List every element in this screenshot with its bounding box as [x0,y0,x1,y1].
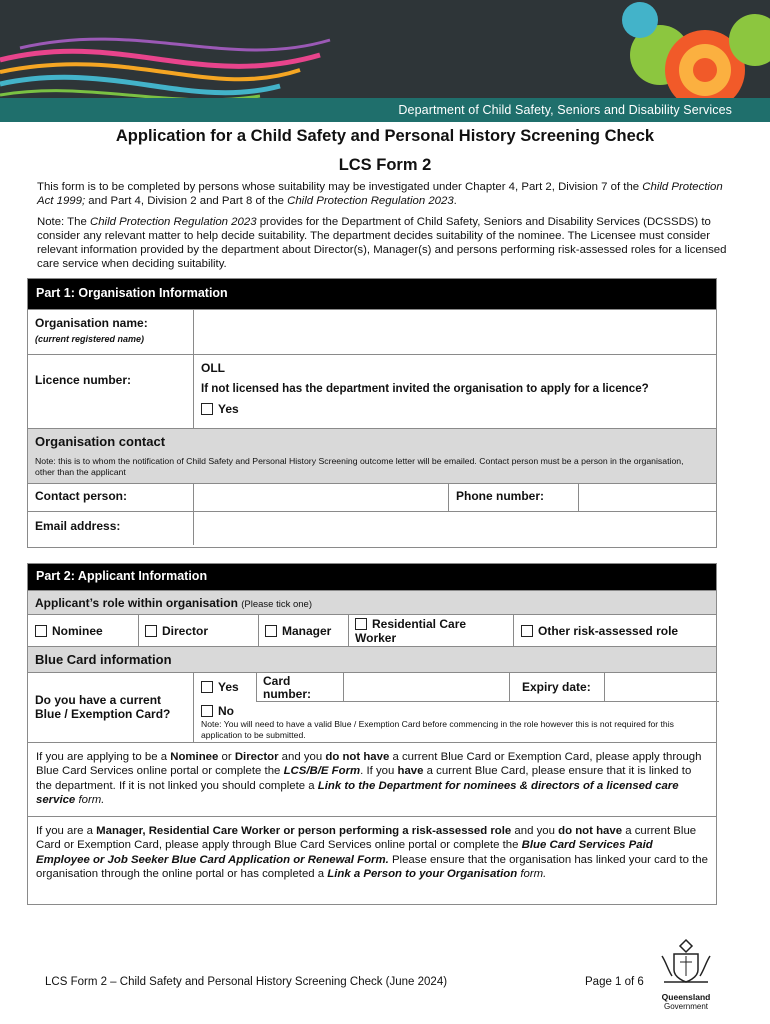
guidance-paragraph-2 [36,825,708,880]
manager-label: Manager [282,624,332,638]
header-banner [0,0,770,122]
card-number-label: Card number: [263,674,311,701]
guidance-1-segment: a current Blue Card or Exemption Card, please apply through Blue Card Services online portal or complete the [36,751,702,778]
card-no-label: No [218,704,234,718]
guidance-2-segment: form. [517,867,547,880]
card-yes-option[interactable] [201,680,239,694]
guidance-1-segment: or [218,751,235,763]
email-row [28,511,716,545]
org-name-row [28,309,716,354]
expiry-label: Expiry date: [522,680,591,694]
role-hint: (Please tick one) [241,599,313,610]
guidance-1-segment: form. [75,793,105,806]
org-name-input[interactable] [193,310,718,354]
guidance-2-segment: If you are a [36,825,97,837]
nominee-director-guidance [28,742,716,816]
director-label: Director [162,624,209,638]
card-note: Note: You will need to have a valid Blue / Exemption Card before commencing in the role however this is not required for this application to be submitted. [201,719,674,740]
role-manager-cell [258,615,348,646]
part2-table [27,563,717,905]
blue-card-cell [193,673,718,742]
role-other-cell [513,615,718,646]
licence-row [28,354,716,428]
role-manager[interactable] [265,624,331,638]
guidance-1-segment: LCS/B/E Form [283,765,361,778]
guidance-2-segment: Please ensure that the organisation has linked your card to the organisation through the online portal or has completed a [36,853,708,880]
guidance-1-segment: If you are applying to be a [36,751,171,763]
guidance-1-segment: . If you [360,765,398,778]
role-rcw-cell [348,615,513,646]
have-card-question: Do you have a current Blue / Exemption Card? [35,693,171,721]
contact-heading: Organisation contact [35,434,166,449]
licence-number-input[interactable]: OLL [201,361,225,375]
form-title: Application for a Child Safety and Personal History Screening Check [115,127,655,145]
page-number: Page 1 of 6 [585,976,644,988]
role-residential-care-worker[interactable] [355,617,485,645]
director-checkbox[interactable] [145,625,157,637]
role-other[interactable] [521,624,678,638]
role-director[interactable] [145,624,208,638]
contact-person-input[interactable] [193,484,448,511]
card-number-label-cell [256,673,344,702]
intro-paragraph: This form is to be completed by persons whose suitability may be investigated under Chapter 4, Part 2, Division 7 of the Child Protection Act 1999; and Part 4, Division 2 and Part 8 of the Child Protection Regulation 2023. [37,181,723,207]
email-input[interactable] [193,512,718,545]
org-name-label: Organisation name: [35,316,148,330]
department-name: Department of Child Safety, Seniors and Disability Services [398,103,732,117]
blue-card-heading-row [28,646,716,672]
guidance-2-segment: Link a Person to your Organisation [327,867,518,880]
guidance-1-segment: a current Blue Card, please ensure that it is linked to the department. If it is not linked you should complete a [36,765,692,792]
invited-yes-label: Yes [218,402,239,416]
logo-line-2: Government [663,1002,709,1011]
guidance-1-segment: Director [234,751,279,763]
card-number-input[interactable] [344,673,509,702]
role-heading: Applicant’s role within organisation (Please tick one) [35,596,313,610]
nominee-label: Nominee [52,624,103,638]
guidance-paragraph-1 [36,751,701,806]
nominee-checkbox[interactable] [35,625,47,637]
licence-cell [193,355,718,428]
guidance-2-segment: and you [511,825,559,837]
queensland-government-logo [656,936,716,1010]
rcw-checkbox[interactable] [355,618,367,630]
card-yes-label: Yes [218,680,239,694]
phone-label-cell [448,484,578,511]
guidance-2-segment: do not have [558,825,623,837]
manager-worker-guidance [28,816,716,904]
card-no-option[interactable] [201,704,234,718]
expiry-label-cell [509,673,604,702]
manager-checkbox[interactable] [265,625,277,637]
guidance-2-segment: Blue Card Services Paid Employee or Job Seeker Blue Card Application or Renewal Form. [36,839,653,866]
guidance-1-segment: do not have [325,751,390,763]
invited-yes-option[interactable] [201,402,239,416]
role-heading-row [28,590,716,614]
invited-yes-checkbox[interactable] [201,403,213,415]
role-nominee[interactable] [35,624,103,638]
footer-text: LCS Form 2 – Child Safety and Personal History Screening Check (June 2024) [45,976,448,988]
guidance-1-segment: and you [278,751,326,763]
part1-table [27,278,717,548]
guidance-1-segment: Nominee [170,751,219,763]
invited-question: If not licensed has the department invited the organisation to apply for a licence? [201,382,649,395]
role-director-cell [138,615,258,646]
contact-person-label: Contact person: [35,489,128,503]
guidance-1-segment: Link to the Department for nominees & directors of a licensed care service [36,779,679,806]
other-role-checkbox[interactable] [521,625,533,637]
blue-card-row [28,672,716,742]
part2-heading: Part 2: Applicant Information [28,564,716,590]
role-options-row [28,614,716,646]
email-label: Email address: [35,519,121,533]
card-no-checkbox[interactable] [201,705,213,717]
guidance-1-segment: have [397,765,424,778]
guidance-2-segment: Manager, Residential Care Worker or person performing a risk-assessed role [96,825,512,837]
blue-card-heading: Blue Card information [35,652,172,667]
contact-note: Note: this is to whom the notification of Child Safety and Personal History Screening outcome letter will be emailed. Contact person must be a person in the organisation, other than the applicant [35,456,684,477]
part1-heading: Part 1: Organisation Information [28,279,716,309]
org-name-sublabel: (current registered name) [35,334,145,344]
phone-label: Phone number: [456,489,545,503]
contact-heading-row [28,428,716,483]
phone-input[interactable] [578,484,718,511]
licence-label: Licence number: [35,373,132,387]
logo-line-1: Queensland [661,992,711,1002]
card-yes-checkbox[interactable] [201,681,213,693]
contact-person-row [28,483,716,511]
intro-note: Note: The Child Protection Regulation 2023 provides for the Department of Child Safety, Seniors and Disability Services (DCSSDS) to consider any relevant matter to help decide suitability. The department decides suitability of the nominee. The Licensee must consider relevant information provided by the department about Director(s), Manager(s) and persons performing risk-assessed roles for a licensed care service when deciding suitability. [37,216,727,270]
guidance-2-segment: a current Blue Card or Exemption Card, please apply through Blue Card Services online portal or complete the [36,825,697,852]
rcw-label: Residential Care Worker [355,617,467,645]
form-number: LCS Form 2 [338,156,432,174]
other-role-label: Other risk-assessed role [538,624,679,638]
expiry-input[interactable] [604,673,719,702]
crest-icon [656,936,716,988]
